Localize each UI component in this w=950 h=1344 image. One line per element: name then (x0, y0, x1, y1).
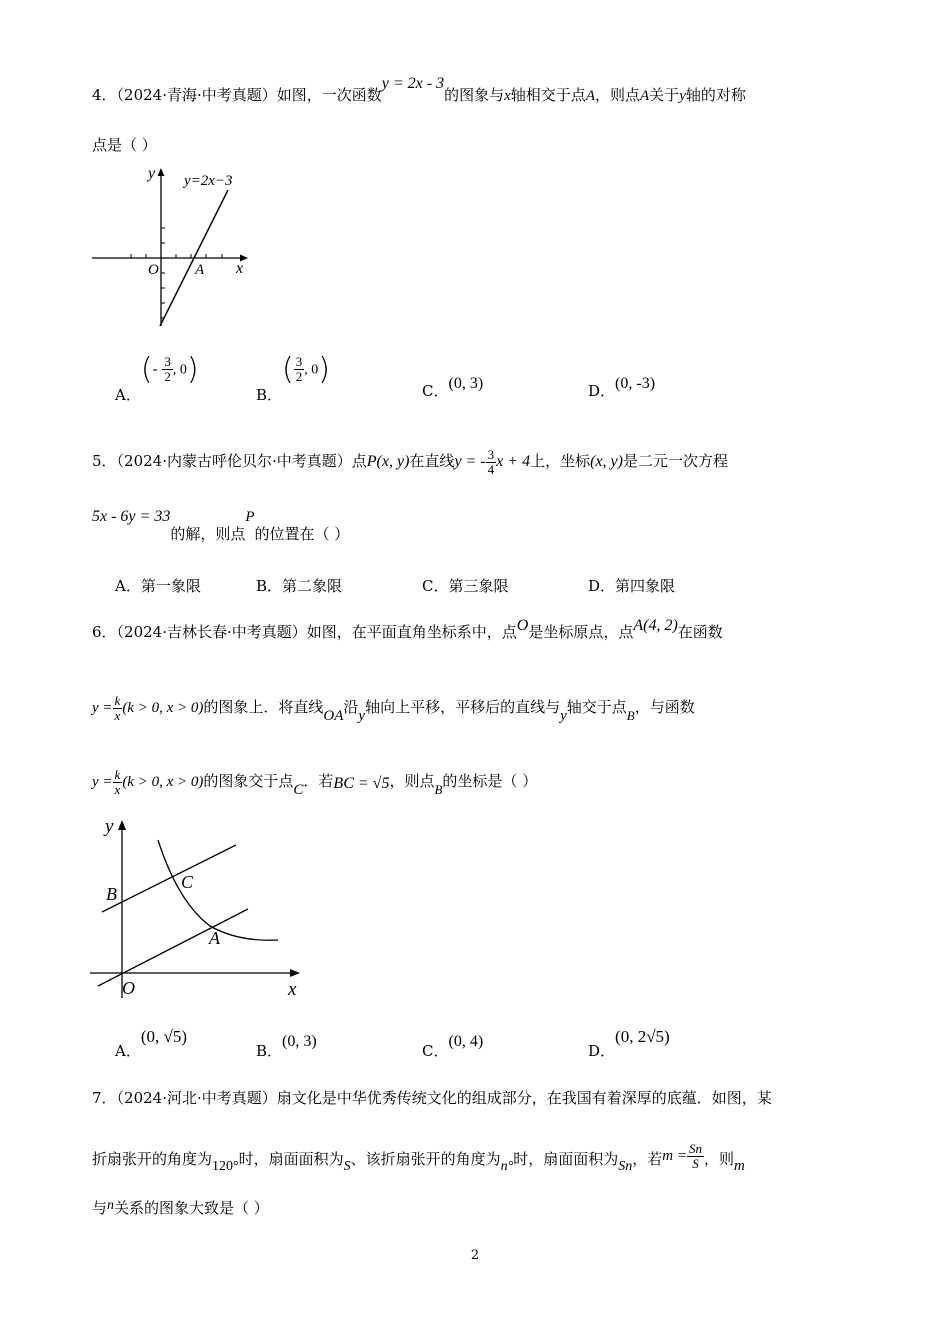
q6-hyperbola (158, 840, 278, 940)
q4-point-label: A (195, 262, 205, 278)
q4-x-label: x (236, 260, 244, 277)
q6-option-b[interactable]: B．(0, 3) (256, 1033, 317, 1060)
q6-option-a[interactable]: A．(0, √5) (115, 1027, 187, 1060)
q4-option-c[interactable]: C．(0, 3) (422, 375, 484, 400)
q4-line-2: 点是（ ） (92, 136, 157, 154)
q6-line-1: 6．（2024·吉林长春·中考真题）如图，在平面直角坐标系中，点O是坐标原点，点A(4, 2)在函数 (92, 617, 723, 641)
q5-option-c[interactable]: C．第三象限 (422, 577, 509, 595)
page-number: 2 (470, 1248, 480, 1263)
q4-line-1: 4．（2024·青海·中考真题）如图，一次函数y = 2x - 3的图象与x轴相交于点A，则点A关于y轴的对称 (92, 75, 746, 104)
q5-option-a[interactable]: A．第一象限 (115, 577, 201, 595)
q6-line-2: y = $\frac{k}{x}$ (k > 0, x > 0)的图象上．将直线OA沿y轴向上平移，平移后的直线与y轴交于点B，与函数 (92, 692, 695, 724)
q4-option-a[interactable]: A．(- $\frac{3}{2}$ , 0) (115, 352, 199, 404)
q6-b-label: B (106, 884, 117, 904)
q7-line-3: 与n关系的图象大致是（ ） (92, 1198, 269, 1217)
q4-y-arrow (158, 168, 165, 176)
q5-line-2: 5x - 6y = 33的解，则点P的位置在（ ） (92, 508, 350, 543)
q5-option-b[interactable]: B．第二象限 (256, 577, 343, 595)
q5-line-1: 5．（2024·内蒙古呼伦贝尔·中考真题）点P(x, y)在直线y = - $\frac{3}{4}$ x + 4上，坐标(x, y)是二元一次方程 (92, 446, 728, 477)
q6-line-oa (98, 909, 248, 986)
q4-option-d[interactable]: D．(0, -3) (588, 375, 656, 400)
q4-option-b[interactable]: B．( $\frac{3}{2}$ , 0) (256, 352, 330, 404)
q4-graph (88, 158, 258, 330)
q6-option-d[interactable]: D．(0, 2√5) (588, 1027, 670, 1060)
q4-function: y = 2x - 3 (381, 75, 445, 92)
q4-y-label: y (148, 165, 156, 182)
q6-y-arrow (118, 820, 126, 830)
q6-a-label: A (209, 928, 220, 948)
q4-origin-label: O (148, 262, 159, 278)
q6-y-label: y (105, 816, 114, 837)
q6-origin-label: O (122, 978, 135, 998)
q4-line-label: y=2x−3 (184, 173, 233, 189)
q7-line-1: 7．（2024·河北·中考真题）扇文化是中华优秀传统文化的组成部分，在我国有着深厚的底蕴．如图，某 (92, 1089, 772, 1107)
q6-option-c[interactable]: C．(0, 4) (422, 1033, 484, 1060)
q7-line-2: 折扇张开的角度为120°时，扇面面积为S、该折扇张开的角度为n°时，扇面面积为Sn，若m = $\frac{Sn}{S}$ ，则m (92, 1140, 745, 1174)
q6-x-arrow (290, 969, 300, 977)
q6-graph (88, 812, 306, 1002)
q6-line-3: y = $\frac{k}{x}$ (k > 0, x > 0)的图象交于点C．若BC = √5，则点B的坐标是（ ） (92, 766, 538, 798)
q6-x-label: x (288, 979, 297, 1000)
q6-c-label: C (181, 872, 194, 892)
q5-option-d[interactable]: D．第四象限 (588, 577, 676, 595)
